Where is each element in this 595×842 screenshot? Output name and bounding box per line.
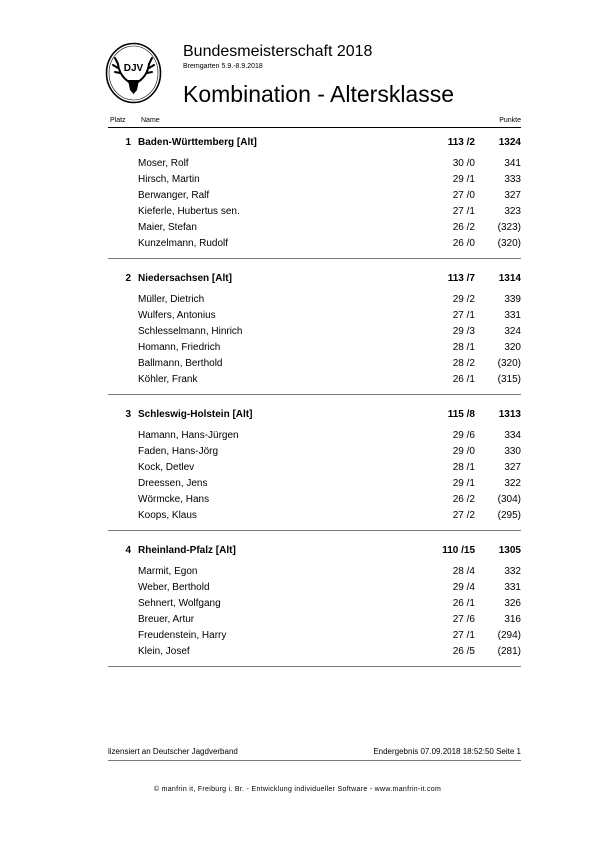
- team-series: 113 /7: [447, 273, 475, 284]
- member-row: [0, 172, 595, 188]
- member-points: (320): [497, 238, 521, 249]
- member-series: 28 /1: [452, 342, 475, 353]
- member-name: Ballmann, Berthold: [138, 358, 223, 369]
- member-series: 29 /1: [452, 478, 475, 489]
- member-name: Kock, Detlev: [138, 462, 195, 473]
- member-row: [0, 612, 595, 628]
- member-series: 29 /2: [452, 294, 475, 305]
- member-series: 29 /3: [452, 326, 475, 337]
- team-divider: [108, 666, 521, 667]
- team-rank: 3: [125, 409, 131, 420]
- member-row: [0, 644, 595, 660]
- member-name: Koops, Klaus: [138, 510, 197, 521]
- team-series: 113 /2: [447, 137, 475, 148]
- team-points: 1314: [498, 273, 521, 284]
- member-row: [0, 492, 595, 508]
- member-row: [0, 292, 595, 308]
- team-rank: 2: [125, 273, 131, 284]
- member-points: 327: [504, 190, 521, 201]
- member-row: [0, 340, 595, 356]
- member-name: Dreessen, Jens: [138, 478, 208, 489]
- member-series: 27 /1: [452, 310, 475, 321]
- member-row: [0, 236, 595, 252]
- member-series: 27 /1: [452, 630, 475, 641]
- member-name: Sehnert, Wolfgang: [138, 598, 221, 609]
- member-row: [0, 508, 595, 524]
- member-name: Berwanger, Ralf: [138, 190, 210, 201]
- member-points: (304): [497, 494, 521, 505]
- member-points: 333: [504, 174, 521, 185]
- license-text: lizensiert an Deutscher Jagdverband: [108, 747, 238, 756]
- member-name: Homann, Friedrich: [138, 342, 221, 353]
- member-row: [0, 444, 595, 460]
- member-points: (281): [497, 646, 521, 657]
- deer-antler-icon: [105, 42, 162, 104]
- member-series: 28 /4: [452, 566, 475, 577]
- team-divider: [108, 530, 521, 531]
- member-points: 331: [504, 310, 521, 321]
- member-row: [0, 156, 595, 172]
- member-name: Wörmcke, Hans: [138, 494, 210, 505]
- team-name: Rheinland-Pfalz [Alt]: [138, 545, 236, 556]
- team-row: [0, 543, 595, 559]
- member-row: [0, 204, 595, 220]
- member-points: 334: [504, 430, 521, 441]
- member-name: Freudenstein, Harry: [138, 630, 227, 641]
- member-series: 28 /1: [452, 462, 475, 473]
- member-points: 322: [504, 478, 521, 489]
- member-series: 27 /2: [452, 510, 475, 521]
- member-series: 26 /1: [452, 374, 475, 385]
- member-row: [0, 372, 595, 388]
- team-name: Niedersachsen [Alt]: [138, 273, 232, 284]
- competition-heading: Kombination - Altersklasse: [183, 81, 455, 107]
- team-row: [0, 271, 595, 287]
- member-points: (295): [497, 510, 521, 521]
- member-name: Müller, Dietrich: [138, 294, 205, 305]
- member-name: Hirsch, Martin: [138, 174, 200, 185]
- member-row: [0, 428, 595, 444]
- member-points: 332: [504, 566, 521, 577]
- column-header-points: Punkte: [499, 117, 521, 124]
- team-points: 1305: [498, 545, 521, 556]
- member-points: (320): [497, 358, 521, 369]
- column-header-rank: Platz: [110, 117, 126, 124]
- event-subtitle: Bremgarten 5.9.-8.9.2018: [183, 63, 263, 70]
- member-series: 29 /1: [452, 174, 475, 185]
- team-name: Schleswig-Holstein [Alt]: [138, 409, 253, 420]
- member-points: 331: [504, 582, 521, 593]
- column-header-name: Name: [141, 117, 160, 124]
- member-row: [0, 220, 595, 236]
- member-points: 327: [504, 462, 521, 473]
- member-series: 26 /2: [452, 494, 475, 505]
- member-series: 30 /0: [452, 158, 475, 169]
- member-points: 323: [504, 206, 521, 217]
- member-row: [0, 564, 595, 580]
- member-points: 316: [504, 614, 521, 625]
- member-series: 26 /1: [452, 598, 475, 609]
- member-series: 26 /0: [452, 238, 475, 249]
- member-name: Marmit, Egon: [138, 566, 198, 577]
- member-series: 27 /0: [452, 190, 475, 201]
- team-name: Baden-Württemberg [Alt]: [138, 137, 257, 148]
- member-points: 341: [504, 158, 521, 169]
- member-name: Schlesselmann, Hinrich: [138, 326, 243, 337]
- member-row: [0, 324, 595, 340]
- member-series: 28 /2: [452, 358, 475, 369]
- member-name: Hamann, Hans-Jürgen: [138, 430, 239, 441]
- djv-logo: [105, 42, 162, 104]
- member-name: Breuer, Artur: [138, 614, 195, 625]
- member-name: Kieferle, Hubertus sen.: [138, 206, 240, 217]
- page-title: Bundesmeisterschaft 2018: [183, 43, 373, 60]
- logo-text: DJV: [123, 63, 144, 74]
- member-points: 330: [504, 446, 521, 457]
- member-row: [0, 476, 595, 492]
- member-name: Moser, Rolf: [138, 158, 189, 169]
- member-series: 26 /2: [452, 222, 475, 233]
- member-row: [0, 356, 595, 372]
- member-points: 339: [504, 294, 521, 305]
- copyright-text: © manfrin it, Freiburg i. Br. - Entwicklung individueller Software - www.manfrin-it.com: [153, 786, 442, 793]
- member-series: 27 /1: [452, 206, 475, 217]
- header-divider: [108, 127, 521, 128]
- member-row: [0, 188, 595, 204]
- member-name: Maier, Stefan: [138, 222, 197, 233]
- member-name: Klein, Josef: [138, 646, 190, 657]
- team-rank: 1: [125, 137, 131, 148]
- team-points: 1313: [498, 409, 521, 420]
- team-series: 115 /8: [447, 409, 475, 420]
- member-name: Wulfers, Antonius: [138, 310, 216, 321]
- member-series: 26 /5: [452, 646, 475, 657]
- member-series: 29 /6: [452, 430, 475, 441]
- team-row: [0, 407, 595, 423]
- member-name: Faden, Hans-Jörg: [138, 446, 219, 457]
- member-series: 29 /0: [452, 446, 475, 457]
- member-row: [0, 596, 595, 612]
- result-timestamp: Endergebnis 07.09.2018 18:52:50 Seite 1: [373, 747, 521, 756]
- member-points: (294): [497, 630, 521, 641]
- member-name: Kunzelmann, Rudolf: [138, 238, 229, 249]
- footer-divider: [108, 760, 521, 761]
- member-points: 326: [504, 598, 521, 609]
- team-divider: [108, 394, 521, 395]
- member-name: Köhler, Frank: [138, 374, 198, 385]
- member-points: (323): [497, 222, 521, 233]
- team-points: 1324: [498, 137, 521, 148]
- member-points: 324: [504, 326, 521, 337]
- team-series: 110 /15: [442, 545, 475, 556]
- member-series: 29 /4: [452, 582, 475, 593]
- member-name: Weber, Berthold: [138, 582, 210, 593]
- team-row: [0, 135, 595, 151]
- team-divider: [108, 258, 521, 259]
- member-row: [0, 460, 595, 476]
- member-points: 320: [504, 342, 521, 353]
- member-row: [0, 628, 595, 644]
- member-row: [0, 308, 595, 324]
- member-series: 27 /6: [452, 614, 475, 625]
- member-points: (315): [497, 374, 521, 385]
- member-row: [0, 580, 595, 596]
- team-rank: 4: [125, 545, 131, 556]
